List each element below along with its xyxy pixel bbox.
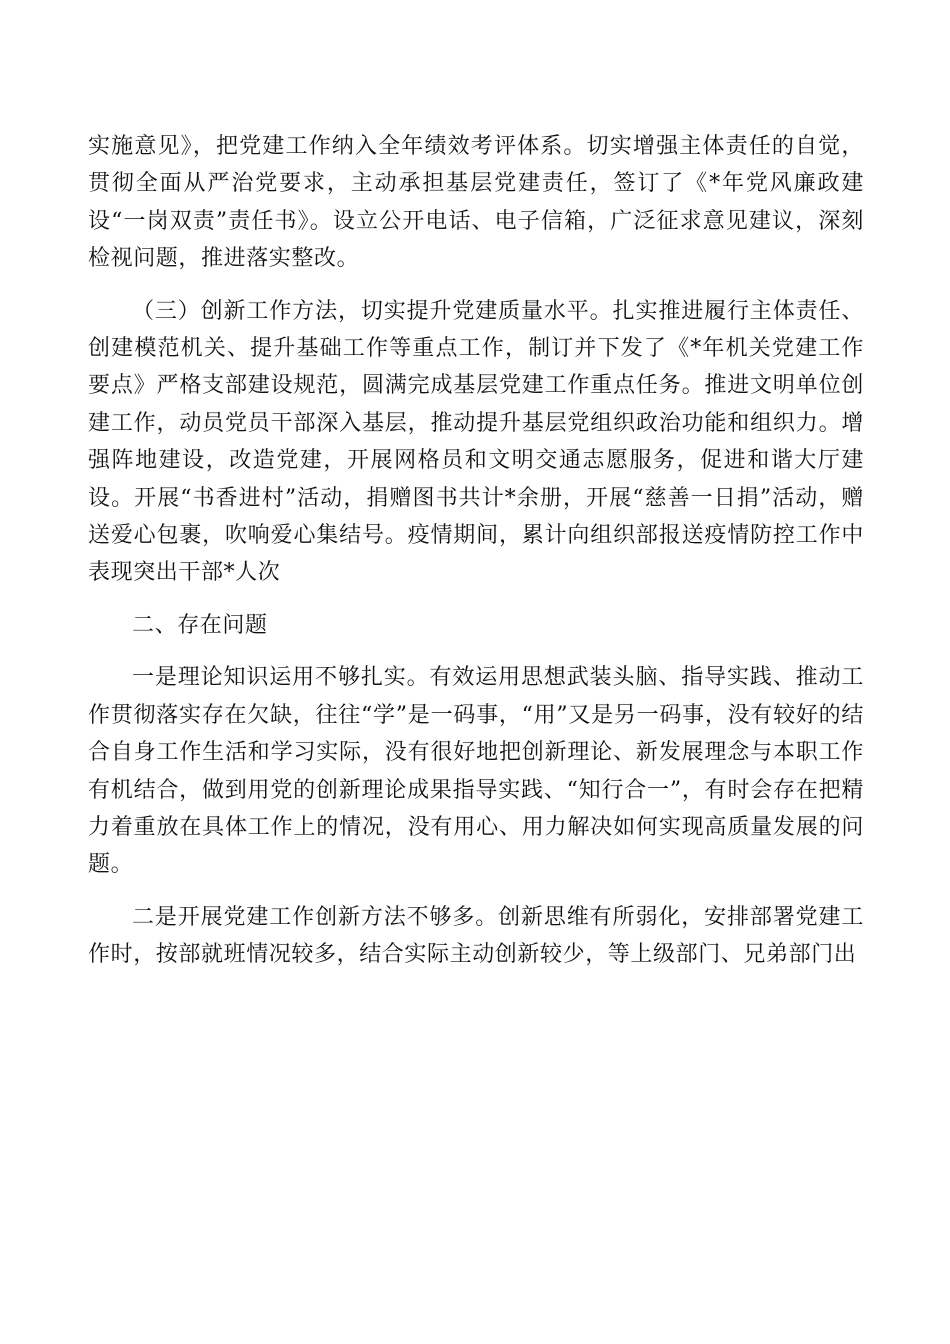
paragraph-section-three: （三）创新工作方法，切实提升党建质量水平。扎实推进履行主体责任、创建模范机关、提升基础工作等重点工作，制订并下发了《*年机关党建工作要点》严格支部建设规范，圆满完成基层党建工作重点任务。推进文明单位创建工作，动员党员干部深入基层，推动提升基层党组织政治功能和组织力。增强阵地建设，改造党建，开展网格员和文明交通志愿服务，促进和谐大厅建设。开展“书香进村”活动，捐赠图书共计*余册，开展“慈善一日捐”活动，赠送爱心包裹，吹响爱心集结号。疫情期间，累计向组织部报送疫情防控工作中表现突出干部*人次 [88, 298, 864, 586]
paragraph-problem-one: 一是理论知识运用不够扎实。有效运用思想武装头脑、指导实践、推动工作贯彻落实存在欠缺，往往“学”是一码事，“用”又是另一码事，没有较好的结合自身工作生活和学习实际，没有很好地把创新理论、新发展理念与本职工作有机结合，做到用党的创新理论成果指导实践、“知行合一”，有时会存在把精力着重放在具体工作上的情况，没有用心、用力解决如何实现高质量发展的问题。 [88, 665, 864, 878]
paragraph-continuation: 实施意见》，把党建工作纳入全年绩效考评体系。切实增强主体责任的自觉，贯彻全面从严治党要求，主动承担基层党建责任，签订了《*年党风廉政建设“一岗双责”责任书》。设立公开电话、电子信箱，广泛征求意见建议，深刻检视问题，推进落实整改。 [88, 134, 864, 272]
paragraph-problem-two: 二是开展党建工作创新方法不够多。创新思维有所弱化，安排部署党建工作时，按部就班情况较多，结合实际主动创新较少，等上级部门、兄弟部门出 [88, 904, 864, 968]
document-body [88, 128, 864, 974]
section-heading-problems: 二、存在问题 [132, 612, 268, 638]
